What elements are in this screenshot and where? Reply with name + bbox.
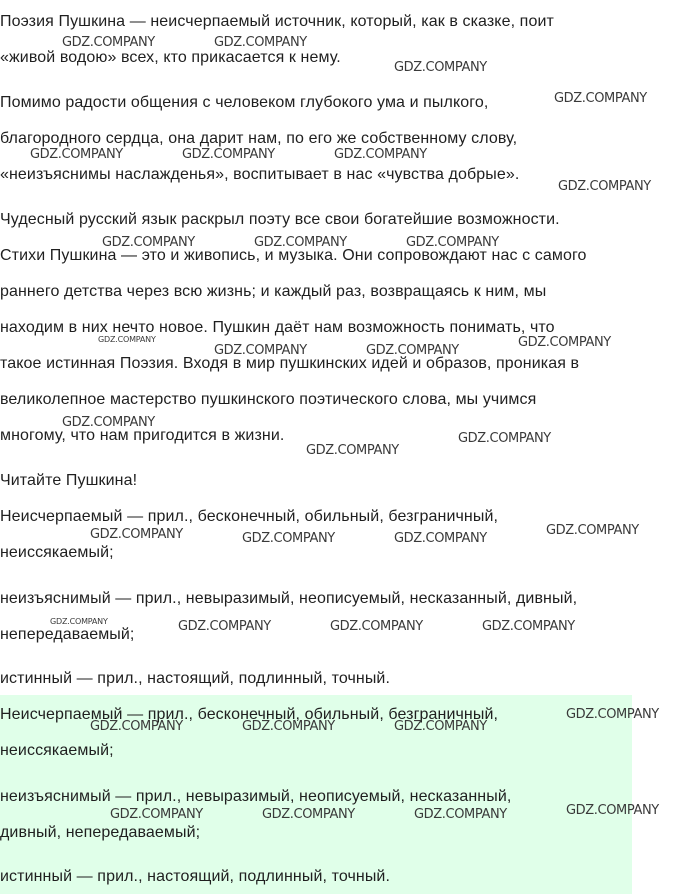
watermark: GDZ.COMPANY bbox=[566, 707, 659, 722]
watermark: GDZ.COMPANY bbox=[406, 235, 499, 250]
glossary-line: непередаваемый; bbox=[0, 626, 135, 643]
watermark: GDZ.COMPANY bbox=[482, 619, 575, 634]
highlighted-glossary-line: Неисчерпаемый — прил., бесконечный, обильный, безграничный, bbox=[0, 706, 499, 723]
watermark: GDZ.COMPANY bbox=[254, 235, 347, 250]
watermark: GDZ.COMPANY bbox=[546, 523, 639, 538]
watermark: GDZ.COMPANY bbox=[182, 147, 275, 162]
watermark: GDZ.COMPANY bbox=[262, 807, 355, 822]
watermark: GDZ.COMPANY bbox=[566, 803, 659, 818]
watermark: GDZ.COMPANY bbox=[62, 35, 155, 50]
glossary-line: неизъяснимый — прил., невыразимый, неописуемый, несказанный, дивный, bbox=[0, 590, 578, 607]
watermark: GDZ.COMPANY bbox=[214, 35, 307, 50]
watermark: GDZ.COMPANY bbox=[110, 807, 203, 822]
watermark: GDZ.COMPANY bbox=[50, 617, 108, 626]
watermark: GDZ.COMPANY bbox=[90, 527, 183, 542]
watermark: GDZ.COMPANY bbox=[394, 531, 487, 546]
text-line: Чудесный русский язык раскрыл поэту все свои богатейшие возможности. bbox=[0, 211, 560, 228]
text-line: многому, что нам пригодится в жизни. bbox=[0, 427, 285, 444]
text-line: «живой водою» всех, кто прикасается к нему. bbox=[0, 49, 341, 66]
watermark: GDZ.COMPANY bbox=[178, 619, 271, 634]
highlighted-glossary-line: истинный — прил., настоящий, подлинный, точный. bbox=[0, 868, 391, 885]
watermark: GDZ.COMPANY bbox=[90, 719, 183, 734]
watermark: GDZ.COMPANY bbox=[242, 719, 335, 734]
text-line: Поэзия Пушкина — неисчерпаемый источник, который, как в сказке, поит bbox=[0, 13, 554, 30]
text-line: великолепное мастерство пушкинского поэтического слова, мы учимся bbox=[0, 391, 537, 408]
watermark: GDZ.COMPANY bbox=[558, 179, 651, 194]
watermark: GDZ.COMPANY bbox=[366, 343, 459, 358]
watermark: GDZ.COMPANY bbox=[458, 431, 551, 446]
highlighted-glossary-line: дивный, непередаваемый; bbox=[0, 824, 201, 841]
text-line: благородного сердца, она дарит нам, по его же собственному слову, bbox=[0, 130, 518, 147]
watermark: GDZ.COMPANY bbox=[30, 147, 123, 162]
watermark: GDZ.COMPANY bbox=[394, 60, 487, 75]
highlighted-glossary-line: неиссякаемый; bbox=[0, 742, 114, 759]
highlighted-glossary-line: неизъяснимый — прил., невыразимый, неописуемый, несказанный, bbox=[0, 788, 512, 805]
watermark: GDZ.COMPANY bbox=[518, 335, 611, 350]
watermark: GDZ.COMPANY bbox=[62, 415, 155, 430]
glossary-line: истинный — прил., настоящий, подлинный, точный. bbox=[0, 670, 391, 687]
watermark: GDZ.COMPANY bbox=[102, 235, 195, 250]
watermark: GDZ.COMPANY bbox=[554, 91, 647, 106]
watermark: GDZ.COMPANY bbox=[98, 335, 156, 344]
text-line: Стихи Пушкина — это и живопись, и музыка. Они сопровождают нас с самого bbox=[0, 247, 587, 264]
text-line: такое истинная Поэзия. Входя в мир пушкинских идей и образов, проникая в bbox=[0, 355, 580, 372]
watermark: GDZ.COMPANY bbox=[394, 719, 487, 734]
text-line: раннего детства через всю жизнь; и каждый раз, возвращаясь к ним, мы bbox=[0, 283, 547, 300]
glossary-line: Неисчерпаемый — прил., бесконечный, обильный, безграничный, bbox=[0, 508, 499, 525]
text-line: находим в них нечто новое. Пушкин даёт нам возможность понимать, что bbox=[0, 319, 555, 336]
glossary-line: неиссякаемый; bbox=[0, 544, 114, 561]
watermark: GDZ.COMPANY bbox=[414, 807, 507, 822]
text-line: Помимо радости общения с человеком глубокого ума и пылкого, bbox=[0, 94, 489, 111]
watermark: GDZ.COMPANY bbox=[242, 531, 335, 546]
watermark: GDZ.COMPANY bbox=[334, 147, 427, 162]
text-line: «неизъяснимы наслажденья», воспитывает в нас «чувства добрые». bbox=[0, 166, 520, 183]
watermark: GDZ.COMPANY bbox=[214, 343, 307, 358]
watermark: GDZ.COMPANY bbox=[330, 619, 423, 634]
watermark: GDZ.COMPANY bbox=[306, 443, 399, 458]
closing-line: Читайте Пушкина! bbox=[0, 472, 138, 489]
